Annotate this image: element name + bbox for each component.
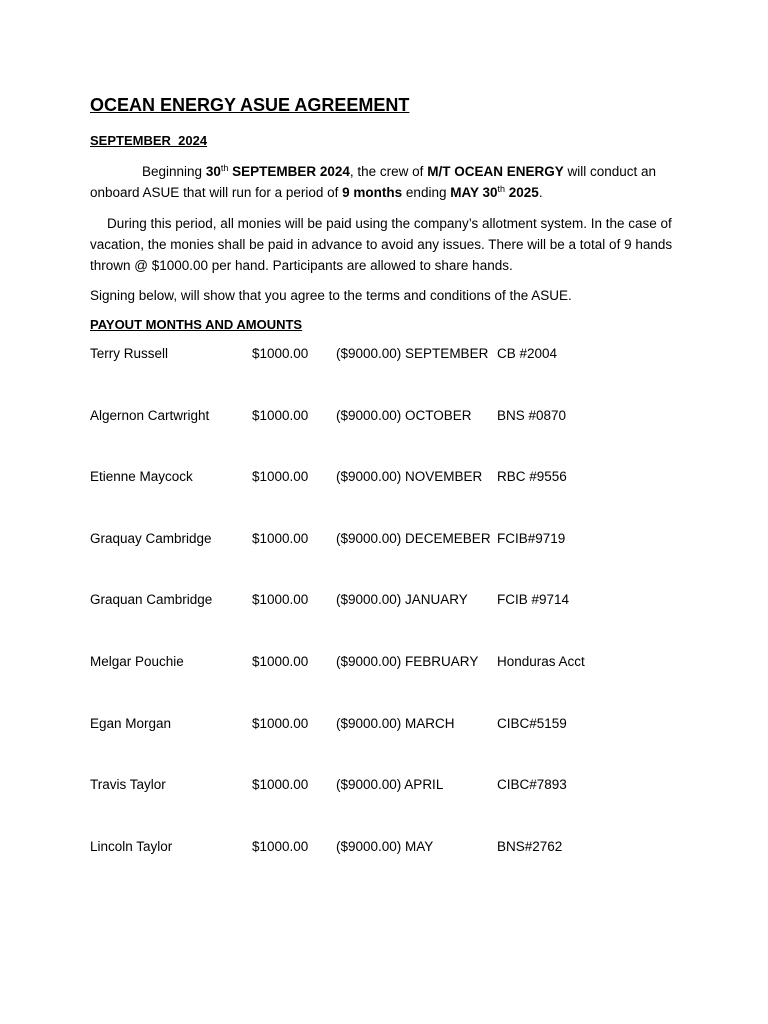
end-date-suffix: th bbox=[497, 184, 506, 194]
hand-amount: $1000.00 bbox=[252, 777, 309, 792]
payout-heading: PAYOUT MONTHS AND AMOUNTS bbox=[90, 317, 303, 332]
hand-amount: $1000.00 bbox=[252, 716, 309, 731]
payout-total-month: ($9000.00) SEPTEMBER bbox=[336, 346, 489, 361]
participant-name: Algernon Cartwright bbox=[90, 408, 210, 423]
bank-account: CB #2004 bbox=[497, 346, 558, 361]
end-date-rest: 2025 bbox=[505, 185, 539, 200]
document-subtitle: SEPTEMBER 2024 bbox=[90, 133, 208, 148]
bank-account: CIBC#5159 bbox=[497, 716, 567, 731]
start-date-suffix: th bbox=[220, 163, 229, 173]
intro-paragraph bbox=[90, 161, 680, 203]
payout-total-month: ($9000.00) OCTOBER bbox=[336, 408, 472, 423]
participant-name: Etienne Maycock bbox=[90, 469, 193, 484]
payout-total-month: ($9000.00) MARCH bbox=[336, 716, 455, 731]
payout-row bbox=[0, 592, 768, 612]
document-title: OCEAN ENERGY ASUE AGREEMENT bbox=[90, 95, 410, 115]
bank-account: BNS#2762 bbox=[497, 839, 563, 854]
payout-row bbox=[0, 777, 768, 797]
payout-row bbox=[0, 346, 768, 366]
hand-amount: $1000.00 bbox=[252, 592, 309, 607]
intro-text-1: Beginning bbox=[142, 164, 206, 179]
duration: 9 months bbox=[342, 185, 403, 200]
intro-text-2: , the crew of bbox=[349, 164, 428, 179]
bank-account: BNS #0870 bbox=[497, 408, 567, 423]
participant-name: Terry Russell bbox=[90, 346, 169, 361]
payout-total-month: ($9000.00) JANUARY bbox=[336, 592, 468, 607]
payout-total-month: ($9000.00) FEBRUARY bbox=[336, 654, 479, 669]
start-date-day: 30 bbox=[205, 164, 221, 179]
payout-total-month: ($9000.00) DECEMEBER bbox=[336, 531, 491, 546]
payout-total-month: ($9000.00) APRIL bbox=[336, 777, 444, 792]
terms-paragraph bbox=[90, 213, 680, 276]
intro-text-5: . bbox=[538, 185, 543, 200]
terms-text: During this period, all monies will be paid using the company’s allotment system. In the case of vacation, the monies shall be paid in advance to avoid any issues. There will be a total of 9 hands thrown @ $1000.00 per hand. Participants are allowed to share hands. bbox=[90, 216, 673, 273]
payout-row bbox=[0, 531, 768, 551]
payout-row bbox=[0, 839, 768, 859]
hand-amount: $1000.00 bbox=[252, 654, 309, 669]
bank-account: Honduras Acct bbox=[497, 654, 585, 669]
hand-amount: $1000.00 bbox=[252, 346, 309, 361]
payout-row bbox=[0, 716, 768, 736]
participant-name: Lincoln Taylor bbox=[90, 839, 173, 854]
hand-amount: $1000.00 bbox=[252, 469, 309, 484]
end-date-day: MAY 30 bbox=[450, 185, 498, 200]
start-date-rest: SEPTEMBER 2024 bbox=[228, 164, 350, 179]
participant-name: Graquay Cambridge bbox=[90, 531, 212, 546]
bank-account: RBC #9556 bbox=[497, 469, 567, 484]
participant-name: Travis Taylor bbox=[90, 777, 166, 792]
participant-name: Egan Morgan bbox=[90, 716, 172, 731]
participant-name: Melgar Pouchie bbox=[90, 654, 184, 669]
hand-amount: $1000.00 bbox=[252, 839, 309, 854]
payout-row bbox=[0, 408, 768, 428]
vessel-name: M/T OCEAN ENERGY bbox=[427, 164, 564, 179]
payout-total-month: ($9000.00) MAY bbox=[336, 839, 434, 854]
bank-account: FCIB#9719 bbox=[497, 531, 566, 546]
participant-name: Graquan Cambridge bbox=[90, 592, 213, 607]
payout-total-month: ($9000.00) NOVEMBER bbox=[336, 469, 483, 484]
signing-paragraph: Signing below, will show that you agree to the terms and conditions of the ASUE. bbox=[90, 288, 572, 303]
bank-account: FCIB #9714 bbox=[497, 592, 570, 607]
payout-row bbox=[0, 469, 768, 489]
intro-text-4: ending bbox=[402, 185, 451, 200]
hand-amount: $1000.00 bbox=[252, 408, 309, 423]
intro-text-3: will conduct an onboard ASUE that will run for a period of bbox=[90, 164, 657, 200]
bank-account: CIBC#7893 bbox=[497, 777, 567, 792]
hand-amount: $1000.00 bbox=[252, 531, 309, 546]
payout-row bbox=[0, 654, 768, 674]
